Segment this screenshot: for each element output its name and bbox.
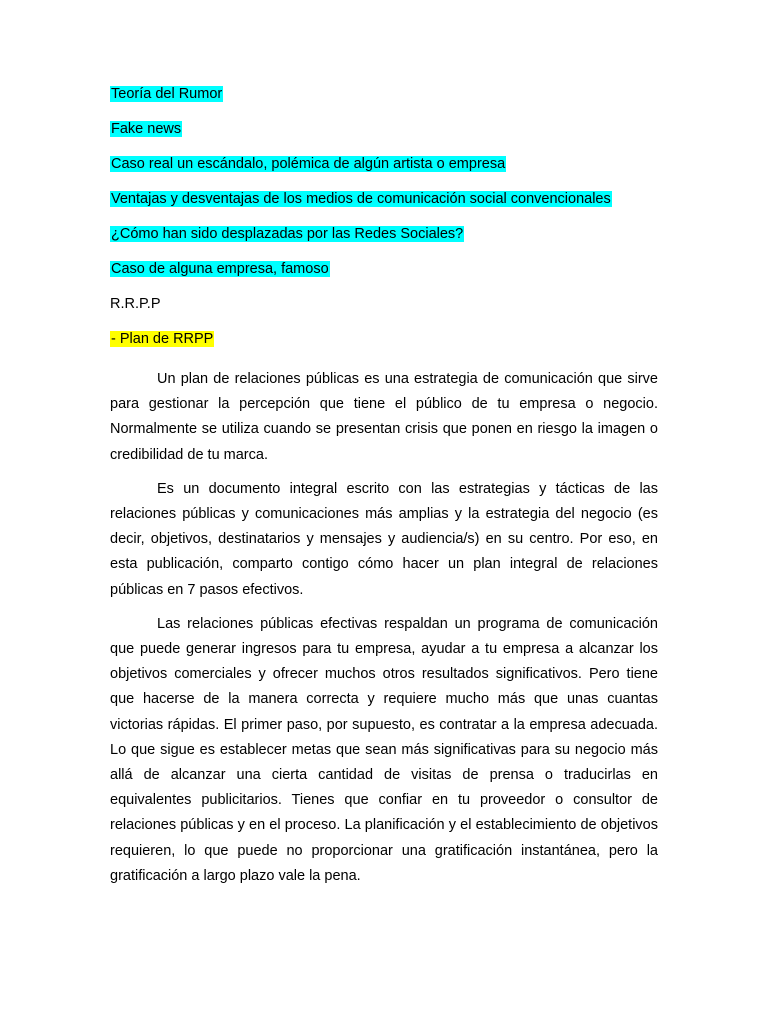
heading-ventajas: Ventajas y desventajas de los medios de comunicación social convencionales [111, 191, 611, 207]
document-body [110, 84, 658, 898]
heading-line-plan [110, 329, 658, 364]
heading-line-teoria [110, 84, 658, 119]
heading-caso-real: Caso real un escándalo, polémica de algún artista o empresa [111, 156, 506, 172]
heading-line-caso-empresa [110, 259, 658, 294]
heading-teoria: Teoría del Rumor [111, 86, 223, 102]
heading-plan-rrpp: - Plan de RRPP [111, 331, 214, 347]
heading-caso-empresa: Caso de alguna empresa, famoso [111, 261, 329, 277]
paragraph-definition: Un plan de relaciones públicas es una estrategia de comunicación que sirve para gestionar la percepción que tiene el público de tu empresa o negocio. Normalmente se utiliza cuando se presentan crisis que ponen en riesgo la imagen o credibilidad de tu marca. [110, 371, 658, 463]
heading-line-desplazadas [110, 224, 658, 259]
heading-line-rrpp [110, 294, 658, 329]
heading-rrpp: R.R.P.P [110, 296, 161, 312]
paragraph-effective-pr: Las relaciones públicas efectivas respaldan un programa de comunicación que puede generar ingresos para tu empresa, ayudar a tu empresa a alcanzar los objetivos comerciales y ofrecer muchos otros resultados significativos. Pero tiene que hacerse de la manera correcta y requiere mucho más que unas cuantas victorias rápidas. El primer paso, por supuesto, es contratar a la empresa adecuada. Lo que sigue es establecer metas que sean más significativas para su negocio más allá de alcanzar una cierta cantidad de visitas de prensa o traducirlas en equivalentes publicitarios. Tienes que confiar en tu proveedor o consultor de relaciones públicas y en el proceso. La planificación y el establecimiento de objetivos requieren, lo que puede no proporcionar una gratificación instantánea, pero la gratificación a largo plazo vale la pena. [110, 615, 658, 884]
paragraph-document: Es un documento integral escrito con las estrategias y tácticas de las relaciones públicas y comunicaciones más amplias y la estrategia del negocio (es decir, objetivos, destinatarios y mensajes y audiencia/s) en su centro. Por eso, en esta publicación, comparto contigo cómo hacer un plan integral de relaciones públicas en 7 pasos efectivos. [110, 480, 658, 598]
heading-fake-news: Fake news [111, 121, 182, 137]
heading-desplazadas: ¿Cómo han sido desplazadas por las Redes Sociales? [111, 226, 464, 242]
heading-line-ventajas [110, 189, 658, 224]
heading-line-fake-news [110, 119, 658, 154]
heading-line-caso-real [110, 154, 658, 189]
